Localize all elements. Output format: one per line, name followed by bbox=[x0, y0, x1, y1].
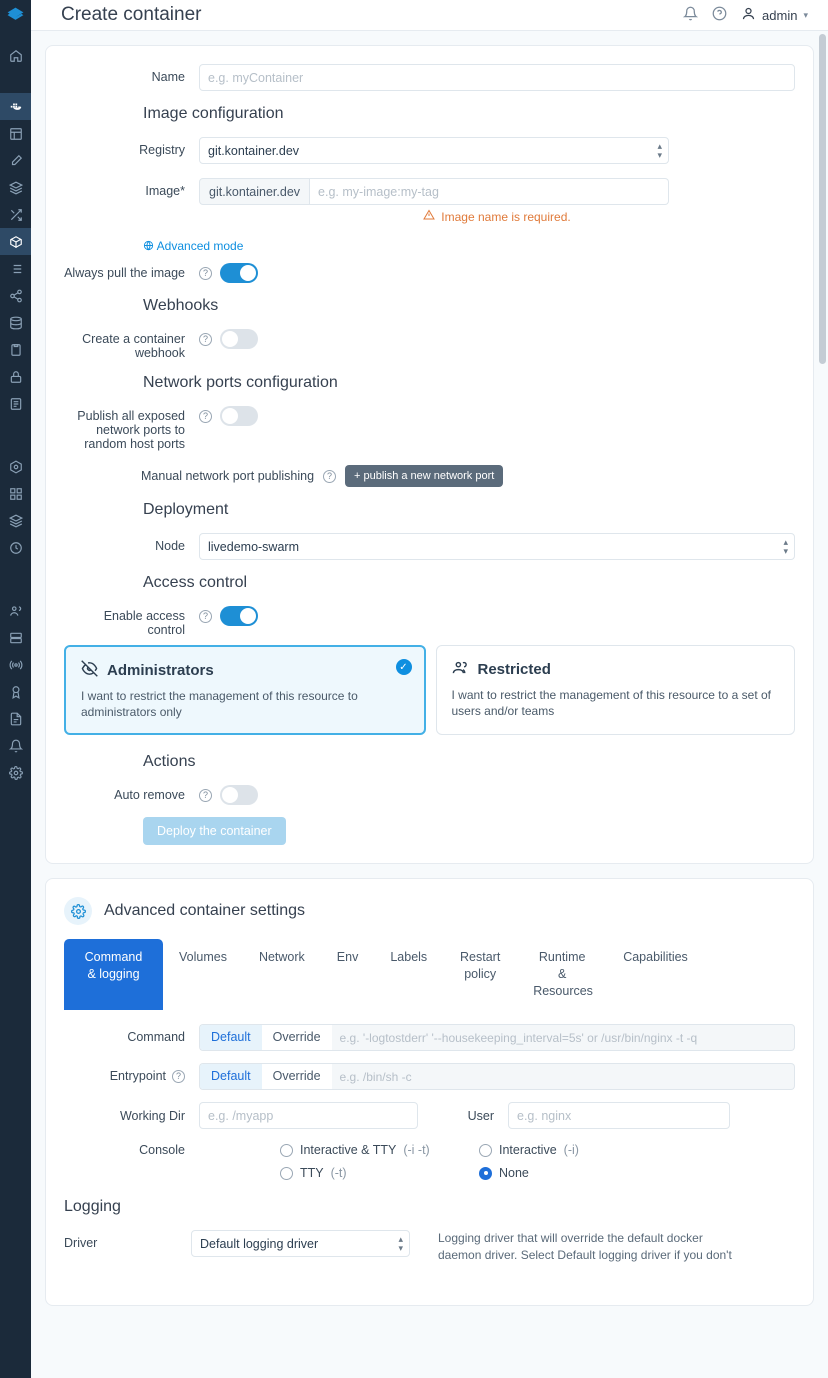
working-dir-user-row bbox=[64, 1102, 795, 1129]
access-option-description: I want to restrict the management of this resource to administrators only bbox=[81, 689, 358, 720]
registry-select[interactable] bbox=[199, 137, 669, 164]
sidebar-item-notifications[interactable] bbox=[0, 732, 31, 759]
console-label: Console bbox=[139, 1143, 185, 1157]
access-option-restricted[interactable] bbox=[436, 645, 796, 735]
image-registry-prefix: git.kontainer.dev bbox=[199, 178, 310, 205]
sidebar-item-licenses[interactable] bbox=[0, 678, 31, 705]
webhook-label: Create a container webhook bbox=[82, 332, 185, 360]
sidebar-item-containers[interactable] bbox=[0, 228, 31, 255]
sidebar-item-app-templates[interactable] bbox=[0, 147, 31, 174]
user-menu[interactable] bbox=[741, 6, 808, 24]
command-label: Command bbox=[127, 1030, 185, 1044]
gear-icon bbox=[64, 897, 92, 925]
enable-access-toggle[interactable] bbox=[220, 606, 258, 626]
registry-label: Registry bbox=[139, 143, 185, 157]
sidebar-item-authentication-logs[interactable] bbox=[0, 705, 31, 732]
tab-command-logging[interactable]: Command & logging bbox=[64, 939, 163, 1010]
tab-restart-policy[interactable]: Restart policy bbox=[460, 950, 501, 982]
node-label: Node bbox=[155, 539, 185, 553]
manual-publish-help-icon[interactable]: ? bbox=[323, 470, 336, 483]
users-icon bbox=[452, 659, 469, 680]
working-dir-label: Working Dir bbox=[119, 1108, 185, 1123]
username-label: admin bbox=[762, 7, 798, 23]
webhooks-title: Webhooks bbox=[143, 297, 219, 314]
node-chevron-updown-icon: ▴ ▾ bbox=[783, 536, 788, 556]
sidebar-item-dashboard[interactable] bbox=[0, 120, 31, 147]
sidebar-item-events[interactable] bbox=[0, 390, 31, 417]
entrypoint-override-option[interactable]: Override bbox=[262, 1064, 332, 1089]
scrollbar-thumb[interactable] bbox=[819, 34, 826, 364]
user-label: User bbox=[467, 1108, 494, 1123]
auto-remove-help-icon[interactable]: ? bbox=[199, 789, 212, 802]
warning-triangle-icon bbox=[423, 209, 435, 224]
advanced-settings-card bbox=[45, 878, 814, 1305]
access-control-title: Access control bbox=[143, 574, 248, 591]
create-container-form-card bbox=[45, 45, 814, 864]
auto-remove-row bbox=[64, 785, 795, 805]
driver-label: Driver bbox=[64, 1236, 98, 1250]
advanced-tabs bbox=[64, 939, 795, 1010]
entrypoint-input[interactable]: e.g. /bin/sh -c bbox=[332, 1063, 795, 1090]
sidebar-item-secrets[interactable] bbox=[0, 363, 31, 390]
image-row bbox=[64, 178, 795, 205]
enable-access-help-icon[interactable]: ? bbox=[199, 610, 212, 623]
command-row bbox=[64, 1024, 795, 1051]
access-option-description: I want to restrict the management of this resource to a set of users and/or teams bbox=[451, 688, 771, 719]
command-override-option[interactable]: Override bbox=[262, 1025, 332, 1050]
sidebar-item-users[interactable] bbox=[0, 597, 31, 624]
webhook-row bbox=[64, 329, 795, 360]
sidebar-item-environments[interactable] bbox=[0, 624, 31, 651]
tab-labels[interactable]: Labels bbox=[390, 950, 428, 965]
globe-icon bbox=[143, 239, 157, 253]
deployment-title: Deployment bbox=[143, 501, 229, 518]
tab-network[interactable]: Network bbox=[258, 950, 305, 965]
sidebar-item-networks[interactable] bbox=[0, 282, 31, 309]
webhook-help-icon[interactable]: ? bbox=[199, 333, 212, 346]
page-title: Create container bbox=[61, 4, 202, 25]
access-option-administrators[interactable] bbox=[64, 645, 426, 735]
manual-publish-row bbox=[64, 465, 795, 487]
tab-volumes[interactable]: Volumes bbox=[179, 950, 227, 965]
sidebar-item-stacks[interactable] bbox=[0, 174, 31, 201]
sidebar-item-docker[interactable] bbox=[0, 93, 31, 120]
enable-access-label: Enable access control bbox=[103, 609, 185, 637]
portainer-logo-icon bbox=[4, 4, 28, 26]
radio-icon bbox=[479, 1167, 492, 1180]
advanced-mode-link[interactable]: Advanced mode bbox=[143, 239, 243, 253]
tab-capabilities[interactable]: Capabilities bbox=[623, 950, 688, 965]
publish-all-help-icon[interactable]: ? bbox=[199, 410, 212, 423]
driver-row bbox=[64, 1230, 795, 1265]
sidebar-item-configs[interactable] bbox=[0, 336, 31, 363]
manual-publish-label: Manual network port publishing bbox=[141, 469, 315, 483]
sidebar-item-cron-jobs[interactable] bbox=[0, 534, 31, 561]
command-default-option[interactable]: Default bbox=[200, 1025, 262, 1050]
sidebar-item-cluster[interactable] bbox=[0, 453, 31, 480]
always-pull-label: Always pull the image bbox=[64, 266, 185, 280]
logging-driver-select[interactable] bbox=[191, 1230, 410, 1257]
command-input[interactable]: e.g. '-logtostderr' '--housekeeping_interval=5s' or /usr/bin/nginx -t -q bbox=[332, 1024, 795, 1051]
console-row bbox=[64, 1143, 795, 1180]
node-select[interactable] bbox=[199, 533, 795, 560]
access-option-title: Restricted bbox=[477, 661, 551, 678]
console-option-tty[interactable]: TTY (-t) bbox=[280, 1166, 479, 1180]
driver-chevron-updown-icon: ▴ ▾ bbox=[398, 1233, 403, 1253]
always-pull-row bbox=[64, 263, 795, 283]
user-input[interactable] bbox=[508, 1102, 730, 1129]
always-pull-toggle[interactable] bbox=[220, 263, 258, 283]
entrypoint-label: Entrypoint bbox=[109, 1069, 166, 1083]
eye-off-icon bbox=[81, 660, 98, 681]
webhook-toggle[interactable] bbox=[220, 329, 258, 349]
network-ports-title: Network ports configuration bbox=[143, 374, 338, 391]
user-circle-icon bbox=[741, 6, 756, 24]
top-bar bbox=[31, 0, 828, 31]
image-input[interactable] bbox=[310, 178, 669, 205]
driver-hint: Logging driver that will override the default docker daemon driver. Select Default logging driver if you don't bbox=[438, 1231, 732, 1263]
auto-remove-toggle[interactable] bbox=[220, 785, 258, 805]
sidebar-item-settings[interactable] bbox=[0, 759, 31, 786]
bell-icon[interactable] bbox=[683, 6, 698, 24]
publish-all-label: Publish all exposed network ports to random host ports bbox=[77, 409, 185, 451]
actions-title: Actions bbox=[143, 753, 196, 771]
sidebar bbox=[0, 0, 31, 1378]
console-option-interactive-tty[interactable]: Interactive & TTY (-i -t) bbox=[280, 1143, 479, 1157]
advanced-settings-title: Advanced container settings bbox=[104, 902, 306, 920]
sidebar-item-registries[interactable] bbox=[0, 651, 31, 678]
node-row bbox=[64, 533, 795, 560]
sidebar-item-applications[interactable] bbox=[0, 480, 31, 507]
image-error-message: Image name is required. bbox=[423, 209, 570, 224]
always-pull-help-icon[interactable]: ? bbox=[199, 267, 212, 280]
sidebar-item-volumes[interactable] bbox=[0, 309, 31, 336]
main-content bbox=[31, 31, 828, 1378]
console-option-interactive[interactable]: Interactive (-i) bbox=[479, 1143, 579, 1157]
publish-new-port-button[interactable]: + publish a new network port bbox=[345, 465, 503, 487]
name-label: Name bbox=[151, 70, 185, 84]
sidebar-item-services[interactable] bbox=[0, 201, 31, 228]
entrypoint-help-icon[interactable]: ? bbox=[172, 1070, 185, 1083]
tab-runtime-resources[interactable]: Runtime & Resources bbox=[533, 950, 593, 999]
publish-all-toggle[interactable] bbox=[220, 406, 258, 426]
image-label: Image* bbox=[145, 184, 185, 198]
deploy-container-button[interactable]: Deploy the container bbox=[143, 817, 286, 845]
check-icon: ✓ bbox=[396, 659, 412, 675]
registry-row bbox=[64, 137, 795, 164]
sidebar-item-namespaces[interactable] bbox=[0, 507, 31, 534]
chevron-updown-icon: ▴ ▾ bbox=[657, 140, 662, 160]
entrypoint-row bbox=[64, 1063, 795, 1090]
access-option-title: Administrators bbox=[107, 662, 214, 679]
tab-env[interactable]: Env bbox=[336, 950, 359, 965]
publish-all-row bbox=[64, 406, 795, 451]
enable-access-row bbox=[64, 606, 795, 637]
help-circle-icon[interactable] bbox=[712, 6, 727, 24]
console-option-none[interactable]: None bbox=[479, 1166, 529, 1180]
radio-icon bbox=[280, 1167, 293, 1180]
entrypoint-default-option[interactable]: Default bbox=[200, 1064, 262, 1089]
page-scrollbar[interactable] bbox=[819, 34, 826, 1374]
image-error-row bbox=[64, 209, 795, 224]
name-row bbox=[64, 64, 795, 91]
chevron-down-icon[interactable]: ▾ bbox=[803, 9, 808, 20]
radio-icon bbox=[479, 1144, 492, 1157]
sidebar-item-home[interactable] bbox=[0, 42, 31, 69]
image-configuration-title: Image configuration bbox=[143, 105, 284, 122]
working-dir-input[interactable] bbox=[199, 1102, 418, 1129]
auto-remove-label: Auto remove bbox=[114, 788, 185, 803]
sidebar-item-images[interactable] bbox=[0, 255, 31, 282]
access-control-options bbox=[64, 645, 795, 735]
name-input[interactable] bbox=[199, 64, 795, 91]
logging-title: Logging bbox=[64, 1198, 121, 1215]
radio-icon bbox=[280, 1144, 293, 1157]
